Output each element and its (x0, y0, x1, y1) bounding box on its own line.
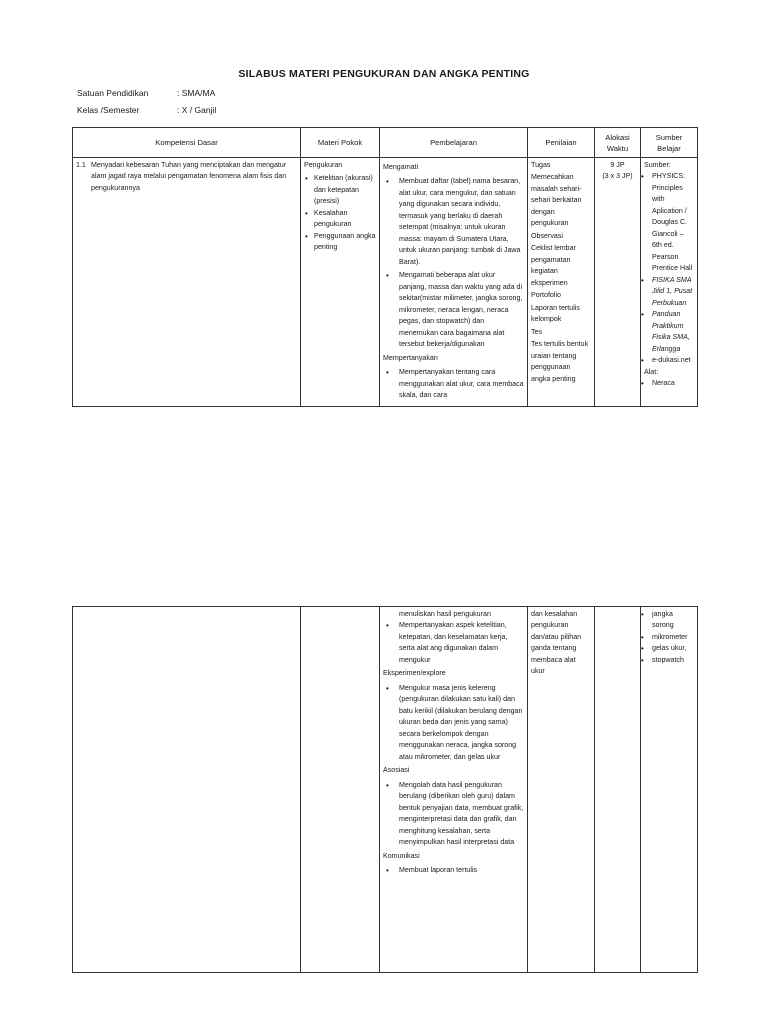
list-item: • Panduan Praktikum Fisika SMA, Erlangga (644, 309, 694, 355)
table-row (73, 607, 698, 973)
materi-title: Pengukuran (304, 161, 343, 169)
materi-pokok-cell (301, 607, 380, 973)
alokasi-jp: 9 JP (610, 161, 625, 169)
penilaian-item: Tes (531, 327, 543, 336)
alokasi-waktu-cell (595, 607, 641, 973)
header-kompetensi-dasar: Kompetensi Dasar (73, 128, 301, 158)
list-item: • stopwatch (644, 655, 694, 666)
penilaian-item: Observasi (531, 231, 563, 240)
document-title: SILABUS MATERI PENGUKURAN DAN ANGKA PENTING (238, 68, 530, 80)
penilaian-item: Laporan tertulis kelompok (531, 303, 580, 324)
list-item: • Membuat daftar (tabel) nama besaran, alat ukur, cara mengukur, dan satuan yang digunakan secara individu, termasuk yang berlaku di daerah setempat (misalnya: untuk ukuran massa: mayam di Sumatera Utara, untuk ukuran panjang: tumbak di Jawa Barat). (383, 176, 524, 268)
list-item: • Membuat laporan tertulis (383, 865, 524, 876)
header-alokasi-waktu: Alokasi Waktu (595, 128, 641, 158)
header-row (73, 128, 698, 158)
meta-value: : SMA/MA (177, 88, 216, 98)
penilaian-continued: dan kesalahan pengukuran dan/atau pilihan ganda tentang membaca alat ukur (531, 610, 582, 676)
list-item: • Kesalahan pengukuran (304, 208, 376, 231)
list-item: • gelas ukur, (644, 643, 694, 654)
list-item: • e-dukasi.net (644, 355, 694, 366)
meta-kelas-semester (77, 105, 216, 115)
list-item: • FISIKA SMA Jilid 1, Pusat Perbukuan (644, 275, 694, 309)
kd-text: Menyadari kebesaran Tuhan yang menciptakan dan mengatur alam jagad raya melalui pengamatan fenomena alam fisis dan pengukurannya (91, 161, 287, 192)
penilaian-cell (528, 607, 595, 973)
section-heading: Komunikasi (383, 851, 420, 860)
list-item: • Mengamati beberapa alat ukur panjang, massa dan waktu yang ada di sekitar(mistar milimeter, jangka sorong, mikrometer, neraca lengan, neraca pegas, dan stopwatch) dan menemukan cara bagaimana alat tersebut bekerja/digunakan (383, 270, 524, 350)
penilaian-item: Portofolio (531, 291, 561, 300)
materi-pokok-cell (301, 158, 380, 407)
alat-label: Alat: (644, 367, 659, 376)
penilaian-item: Tes tertulis bentuk uraian tentang penggunaan angka penting (531, 340, 589, 383)
meta-label: Satuan Pendidikan (77, 88, 149, 98)
meta-label: Kelas /Semester (77, 105, 140, 115)
sumber-label: Sumber: (644, 161, 671, 169)
pembelajaran-cell (380, 158, 528, 407)
list-item: • Penggunaan angka penting (304, 231, 376, 254)
list-item: • Mempertanyakan tentang cara menggunakan alat ukur, cara membaca skala, dan cara (383, 367, 524, 401)
syllabus-table-page-2 (72, 606, 698, 973)
syllabus-table-page-1 (72, 127, 698, 407)
header-materi-pokok: Materi Pokok (301, 128, 380, 158)
header-penilaian: Penilaian (528, 128, 595, 158)
list-item: • Mengukur masa jenis kelereng (pengukuran dilakukan satu kali) dan batu kerikil (dilakukan berulang dengan ukuran beda dan jenis yang sama) secara berkelompok dengan menggunakan neraca, jangka sorong atau mikrometer, dan gelas ukur (383, 683, 524, 763)
pembelajaran-cell (380, 607, 528, 973)
list-item: • Ketelitian (akurasi) dan ketepatan (presisi) (304, 173, 376, 207)
penilaian-item: Ceklist lembar pengamatan kegiatan eksperimen (531, 244, 576, 287)
table-row (73, 158, 698, 407)
list-item: • Mengolah data hasil pengukuran berulang (diberikan oleh guru) dalam bentuk penyajian data, membuat grafik, menginterpretasi data dan grafik, dan menghitung kesalahan, serta menyimpulkan hasil interpretasi data (383, 780, 524, 849)
meta-satuan-pendidikan (77, 88, 215, 98)
alokasi-waktu-cell (595, 158, 641, 407)
section-heading: Asosiasi (383, 766, 410, 775)
sumber-belajar-cell (641, 607, 698, 973)
list-item: • Neraca (644, 378, 694, 389)
penilaian-cell (528, 158, 595, 407)
kompetensi-dasar-cell (73, 607, 301, 973)
section-heading: Mengamati (383, 163, 419, 171)
kd-number: 1.1 (76, 161, 86, 169)
header-pembelajaran: Pembelajaran (380, 128, 528, 158)
penilaian-item: Memecahkan masalah sehari-sehari berkaitan dengan pengukuran (531, 173, 582, 228)
section-heading: Eksperimen/explore (383, 669, 446, 678)
header-sumber-belajar: Sumber Belajar (641, 128, 698, 158)
sumber-belajar-cell (641, 158, 698, 407)
kompetensi-dasar-cell (73, 158, 301, 407)
section-heading: Mempertanyakan (383, 353, 438, 362)
list-item: • Mempertanyakan aspek ketelitian, ketepatan, dan keselamatan kerja, serta alat ang digunakan dalam mengukur (383, 620, 524, 666)
penilaian-item: Tugas (531, 161, 551, 169)
continued-text: menuliskan hasil pengukuran (399, 610, 491, 618)
meta-value: : X / Ganjil (177, 105, 217, 115)
list-item: • mikrometer (644, 632, 694, 643)
alokasi-breakdown: (3 x 3 JP) (602, 172, 633, 181)
list-item: • PHYSICS: Principles with Aplication / Douglas C. Giancoli – 6th ed. Pearson Prentice Hall (644, 171, 694, 274)
list-item: • jangka sorong (644, 609, 694, 632)
